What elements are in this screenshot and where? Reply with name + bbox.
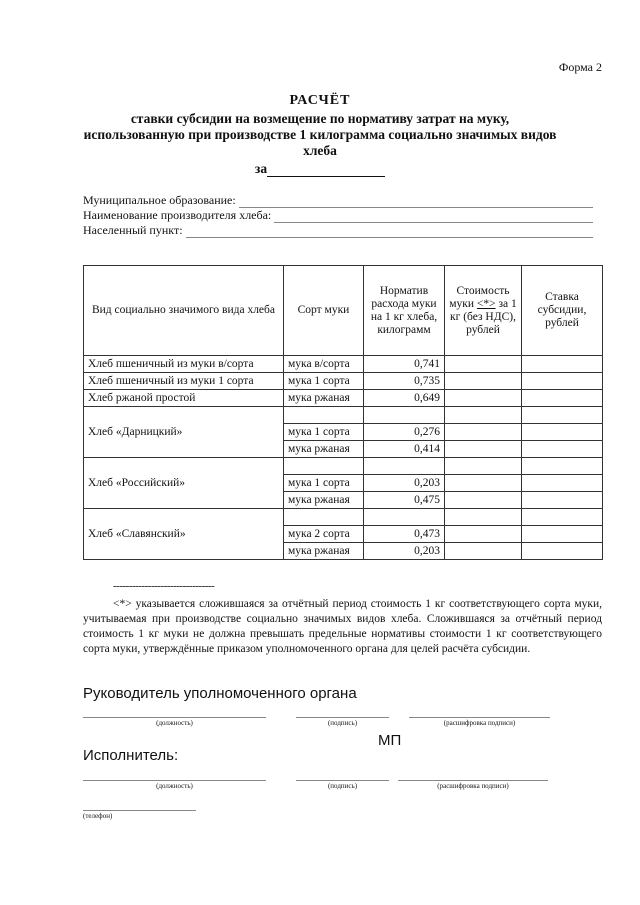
flour-norm: 0,741 <box>364 356 445 373</box>
head-title: Руководитель уполномоченного органа <box>83 685 357 702</box>
flour-norm: 0,203 <box>364 475 445 492</box>
header-cost-post: за 1 кг (без НДС), рублей <box>450 297 517 336</box>
flour-cost-cell <box>445 356 522 373</box>
executor-position-line <box>83 779 266 781</box>
flour-grade: мука 1 сорта <box>284 475 364 492</box>
executor-signature-line <box>296 779 389 781</box>
form-number: Форма 2 <box>558 60 602 74</box>
bread-kind-group: Хлеб «Российский» <box>84 458 284 509</box>
period-line <box>0 161 640 177</box>
flour-cost-cell <box>445 543 522 560</box>
producer-field <box>83 208 593 223</box>
table-row <box>84 458 603 475</box>
subsidy-rate-cell <box>522 424 603 441</box>
flour-norm: 0,475 <box>364 492 445 509</box>
head-signature-caption: (подпись) <box>327 719 358 727</box>
flour-norm: 0,735 <box>364 373 445 390</box>
producer-line <box>274 211 593 223</box>
table-row <box>84 390 603 407</box>
bread-kind: Хлеб ржаной простой <box>84 390 284 407</box>
footnote-separator: -------------------------------- <box>113 580 215 592</box>
flour-norm: 0,473 <box>364 526 445 543</box>
header-norm: Норматив расхода муки на 1 кг хлеба, килограмм <box>364 266 445 356</box>
flour-grade: мука ржаная <box>284 492 364 509</box>
locality-line <box>186 226 593 238</box>
flour-grade: мука 2 сорта <box>284 526 364 543</box>
flour-cost-cell <box>445 407 522 424</box>
subsidy-rate-cell <box>522 526 603 543</box>
head-decode-line <box>409 716 550 718</box>
bread-kind: Хлеб пшеничный из муки 1 сорта <box>84 373 284 390</box>
flour-grade: мука 1 сорта <box>284 424 364 441</box>
flour-norm: 0,276 <box>364 424 445 441</box>
table-header-row <box>84 266 603 356</box>
subsidy-rate-cell <box>522 373 603 390</box>
municipality-line <box>239 196 593 208</box>
executor-position-caption: (должность) <box>156 782 193 790</box>
head-decode-caption: (расшифровка подписи) <box>443 719 516 727</box>
flour-grade: мука 1 сорта <box>284 373 364 390</box>
executor-title: Исполнитель: <box>83 747 179 764</box>
head-position-line <box>83 716 266 718</box>
subsidy-rate-cell <box>522 390 603 407</box>
subsidy-rate-cell <box>522 543 603 560</box>
executor-decode-caption: (расшифровка подписи) <box>437 782 509 790</box>
phone-line <box>83 809 196 811</box>
footnote-text: <*> указывается сложившаяся за отчётный период стоимость 1 кг соответствующего сорта муки, учитываемая при производстве социально значимых видов хлеба. Сложившаяся за отчётный период стоимость 1 кг муки не должна превышать предельные нормативы стоимости 1 кг соответствующего сорта муки, утверждённые приказом уполномоченного органа для целей расчёта субсидии. <box>83 598 602 655</box>
flour-norm <box>364 458 445 475</box>
header-grade: Сорт муки <box>284 266 364 356</box>
subsidy-table <box>83 265 603 560</box>
flour-cost-cell <box>445 390 522 407</box>
head-signature-line <box>296 716 389 718</box>
head-position-caption: (должность) <box>156 719 193 727</box>
locality-label: Населенный пункт: <box>83 223 183 237</box>
flour-grade <box>284 458 364 475</box>
table-row <box>84 356 603 373</box>
flour-norm: 0,414 <box>364 441 445 458</box>
table-row <box>84 373 603 390</box>
flour-grade <box>284 407 364 424</box>
flour-grade: мука ржаная <box>284 543 364 560</box>
flour-grade: мука ржаная <box>284 390 364 407</box>
header-kind: Вид социально значимого вида хлеба <box>84 266 284 356</box>
header-cost <box>445 266 522 356</box>
flour-cost-cell <box>445 492 522 509</box>
stamp-place: МП <box>378 732 402 749</box>
table-row <box>84 509 603 526</box>
municipality-field <box>83 193 593 208</box>
period-blank <box>267 162 385 177</box>
table-row <box>84 407 603 424</box>
producer-label: Наименование производителя хлеба: <box>83 208 272 222</box>
flour-grade: мука ржаная <box>284 441 364 458</box>
executor-decode-line <box>398 779 548 781</box>
header-rate: Ставка субсидии, рублей <box>522 266 603 356</box>
subsidy-rate-cell <box>522 509 603 526</box>
subsidy-rate-cell <box>522 356 603 373</box>
flour-norm <box>364 509 445 526</box>
flour-cost-cell <box>445 441 522 458</box>
subsidy-rate-cell <box>522 441 603 458</box>
flour-cost-cell <box>445 424 522 441</box>
flour-grade <box>284 509 364 526</box>
bread-kind-group: Хлеб «Дарницкий» <box>84 407 284 458</box>
executor-signature-caption: (подпись) <box>327 782 358 790</box>
subsidy-rate-cell <box>522 492 603 509</box>
header-cost-footnote-ref: <*> <box>476 297 496 310</box>
flour-cost-cell <box>445 526 522 543</box>
subsidy-rate-cell <box>522 475 603 492</box>
flour-cost-cell <box>445 458 522 475</box>
flour-norm <box>364 407 445 424</box>
flour-cost-cell <box>445 509 522 526</box>
flour-grade: мука в/сорта <box>284 356 364 373</box>
bread-kind-group: Хлеб «Славянский» <box>84 509 284 560</box>
document-subtitle: ставки субсидии на возмещение по нормативу затрат на муку, использованную при производстве 1 килограмма социально значимых видов хлеба <box>83 111 557 158</box>
flour-cost-cell <box>445 373 522 390</box>
locality-field <box>83 223 593 238</box>
flour-norm: 0,203 <box>364 543 445 560</box>
phone-caption: (телефон) <box>83 812 113 820</box>
flour-norm: 0,649 <box>364 390 445 407</box>
period-prefix: за <box>254 161 268 176</box>
document-title: РАСЧЁТ <box>289 93 351 108</box>
bread-kind: Хлеб пшеничный из муки в/сорта <box>84 356 284 373</box>
subsidy-rate-cell <box>522 458 603 475</box>
header-cost-pre: Стоимость муки <box>449 284 510 310</box>
municipality-label: Муниципальное образование: <box>83 193 236 207</box>
subsidy-rate-cell <box>522 407 603 424</box>
flour-cost-cell <box>445 475 522 492</box>
